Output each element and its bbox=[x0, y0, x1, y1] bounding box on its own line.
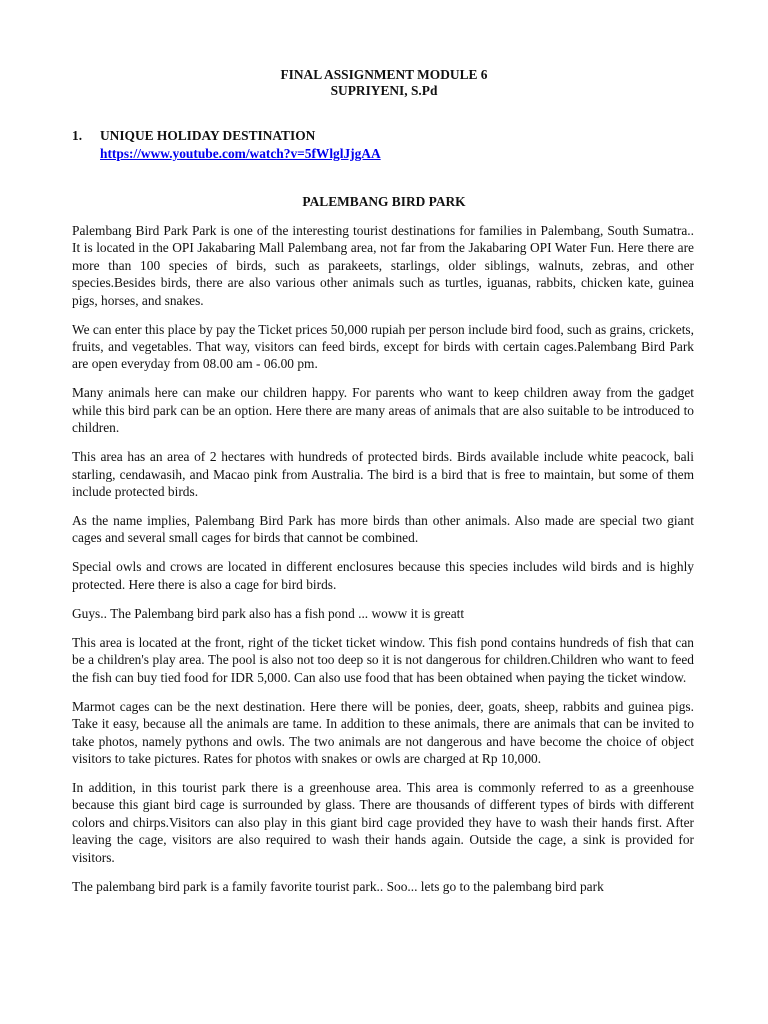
paragraph: This area has an area of 2 hectares with hundreds of protected birds. Birds available include white peacock, bali starling, cendawasih, and Macao pink from Australia. The bird is a bird that is free to maintain, but some of them include protected birds. bbox=[72, 449, 694, 500]
section-title: UNIQUE HOLIDAY DESTINATION bbox=[100, 128, 316, 143]
document-header bbox=[0, 67, 768, 99]
section-heading bbox=[72, 128, 315, 144]
paragraph: This area is located at the front, right of the ticket ticket window. This fish pond contains hundreds of fish that can be a children's play area. The pool is also not too deep so it is not dangerous for children.Children who want to feed the fish can buy tied food for IDR 5,000. Can also use food that has been obtained when paying the ticket window. bbox=[72, 634, 694, 685]
article-body bbox=[72, 222, 694, 907]
paragraph: Special owls and crows are located in different enclosures because this species includes wild birds and is highly protected. Here there is also a cage for bird birds. bbox=[72, 559, 694, 592]
author-name: SUPRIYENI, S.Pd bbox=[330, 83, 438, 98]
paragraph: Many animals here can make our children happy. For parents who want to keep children away from the gadget while this bird park can be an option. Here there are many areas of animals that are also suitable to be introduced to children. bbox=[72, 385, 694, 436]
assignment-title: FINAL ASSIGNMENT MODULE 6 bbox=[280, 67, 488, 82]
paragraph: In addition, in this tourist park there is a greenhouse area. This area is commonly referred to as a greenhouse because this giant bird cage is surrounded by glass. There are thousands of different types of birds with different colors and chirps.Visitors can also play in this giant bird cage provided they have to wash their hands first. After leaving the cage, visitors are also required to wash their hands again. Outside the cage, a sink is provided for visitors. bbox=[72, 779, 694, 865]
article-title: PALEMBANG BIRD PARK bbox=[302, 194, 466, 209]
paragraph: Guys.. The Palembang bird park also has a fish pond ... woww it is greatt bbox=[72, 605, 465, 621]
paragraph: As the name implies, Palembang Bird Park has more birds than other animals. Also made are special two giant cages and several small cages for birds that cannot be combined. bbox=[72, 513, 694, 546]
paragraph: The palembang bird park is a family favorite tourist park.. Soo... lets go to the palembang bird park bbox=[72, 878, 604, 894]
paragraph: Marmot cages can be the next destination. Here there will be ponies, deer, goats, sheep, rabbits and guinea pigs. Take it easy, because all the animals are tame. In addition to these animals, there are animals that can be invited to take photos, namely pythons and owls. The two animals are not dangerous and have become the choice of object visitors to take pictures. Rates for photos with snakes or owls are charged at Rp 10,000. bbox=[72, 698, 694, 766]
youtube-link[interactable]: https://www.youtube.com/watch?v=5fWlglJjgAA bbox=[100, 146, 381, 161]
section-number: 1. bbox=[72, 128, 83, 143]
paragraph: Palembang Bird Park Park is one of the interesting tourist destinations for families in Palembang, South Sumatra.. It is located in the OPI Jakabaring Mall Palembang area, not far from the Jakabaring OPI Water Fun. Here there are more than 100 species of birds, such as parakeets, starlings, older siblings, walnuts, zebras, and other species.Besides birds, there are also various other animals such as turtles, iguanas, rabbits, chicken kate, guinea pigs, horses, and snakes. bbox=[72, 223, 694, 308]
paragraph: We can enter this place by pay the Ticket prices 50,000 rupiah per person include bird food, such as grains, crickets, fruits, and vegetables. That way, visitors can feed birds, except for birds with certain cages.Palembang Bird Park are open everyday from 08.00 am - 06.00 pm. bbox=[72, 321, 694, 372]
